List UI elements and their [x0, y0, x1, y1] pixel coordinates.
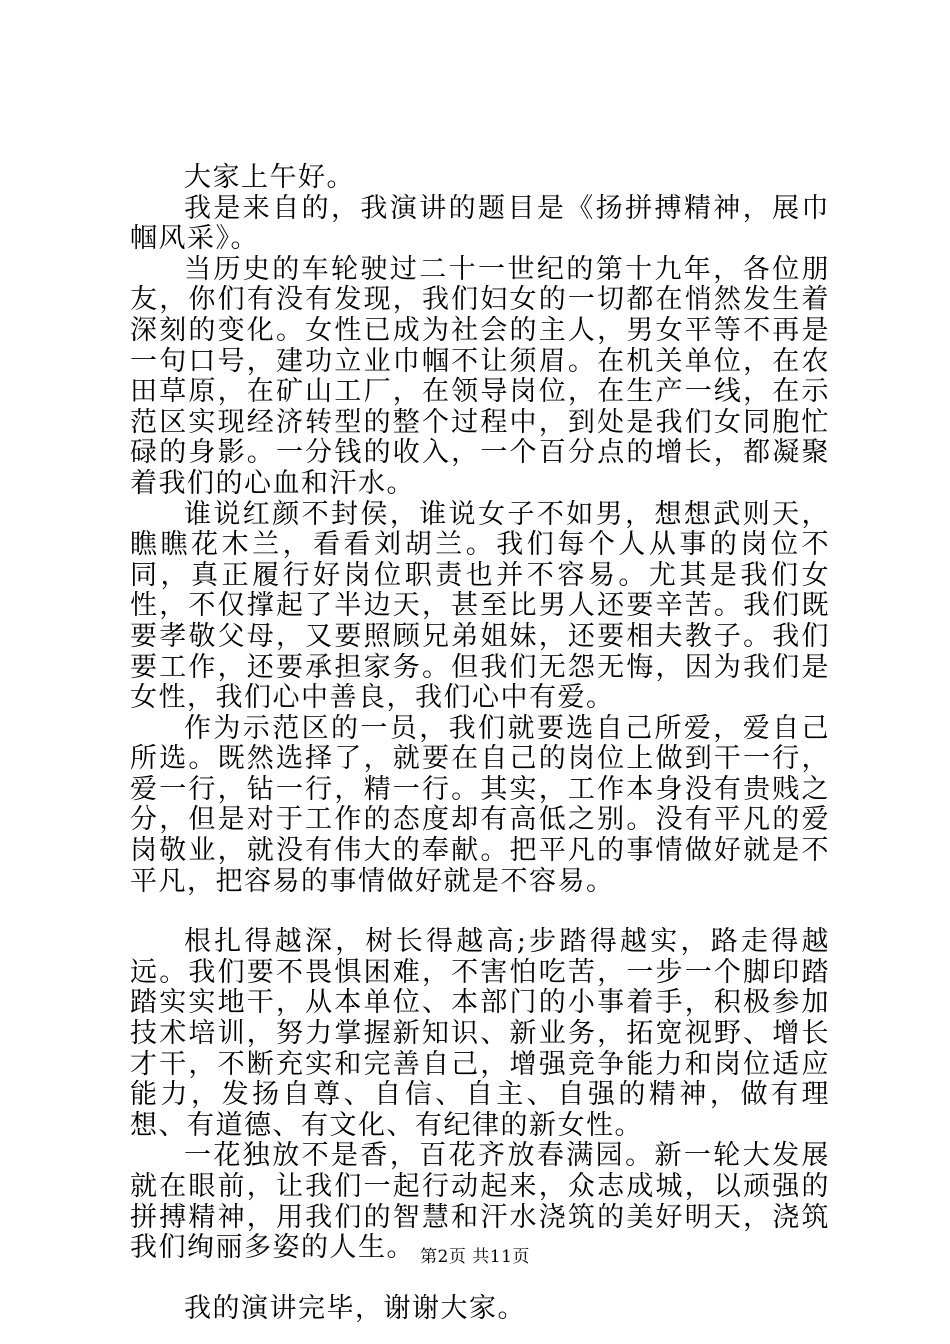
paragraph-effort: 根扎得越深，树长得越高;步踏得越实，路走得越远。我们要不畏惧困难，不害怕吃苦，一步一个脚印踏踏实实地干，从本单位、本部门的小事着手，积极参加技术培训，努力掌握新知识、新业务，拓宽视野、增长才干，不断充实和完善自己，增强竞争能力和岗位适应能力，发扬自尊、自信、自主、自强的精神，做有理想、有道德、有文化、有纪律的新女性。 [130, 926, 830, 1141]
paragraph-dedication: 作为示范区的一员，我们就要选自己所爱，爱自己所选。既然选择了，就要在自己的岗位上做到干一行，爱一行，钻一行，精一行。其实，工作本身没有贵贱之分，但是对于工作的态度却有高低之别。没有平凡的爱岗敬业，就没有伟大的奉献。把平凡的事情做好就是不平凡，把容易的事情做好就是不容易。 [130, 712, 830, 897]
paragraph-women-role: 谁说红颜不封侯，谁说女子不如男，想想武则天，瞧瞧花木兰，看看刘胡兰。我们每个人从事的岗位不同，真正履行好岗位职责也并不容易。尤其是我们女性，不仅撑起了半边天，甚至比男人还要辛苦。我们既要孝敬父母，又要照顾兄弟姐妹，还要相夫教子。我们要工作，还要承担家务。但我们无怨无悔，因为我们是女性，我们心中善良，我们心中有爱。 [130, 498, 830, 714]
paragraph-closing: 我的演讲完毕，谢谢大家。 [184, 1292, 526, 1324]
paragraph-introduction: 我是来自的，我演讲的题目是《扬拼搏精神，展巾帼风采》。 [130, 192, 830, 255]
paragraph-changes: 当历史的车轮驶过二十一世纪的第十九年，各位朋友，你们有没有发现，我们妇女的一切都在悄然发生着深刻的变化。女性已成为社会的主人，男女平等不再是一句口号，建功立业巾帼不让须眉。在机关单位，在农田草原，在矿山工厂，在领导岗位，在生产一线，在示范区实现经济转型的整个过程中，到处是我们女同胞忙碌的身影。一分钱的收入，一个百分点的增长，都凝聚着我们的心血和汗水。 [130, 253, 830, 499]
page-number-footer: 第2页 共11页 [420, 1247, 530, 1267]
document-body [130, 163, 830, 1324]
paragraph-unity: 一花独放不是香，百花齐放春满园。新一轮大发展就在眼前，让我们一起行动起来，众志成城，以顽强的拼搏精神，用我们的智慧和汗水浇筑的美好明天，浇筑我们绚丽多姿的人生。 [130, 1140, 830, 1264]
paragraph-greeting: 大家上午好。 [184, 162, 355, 193]
